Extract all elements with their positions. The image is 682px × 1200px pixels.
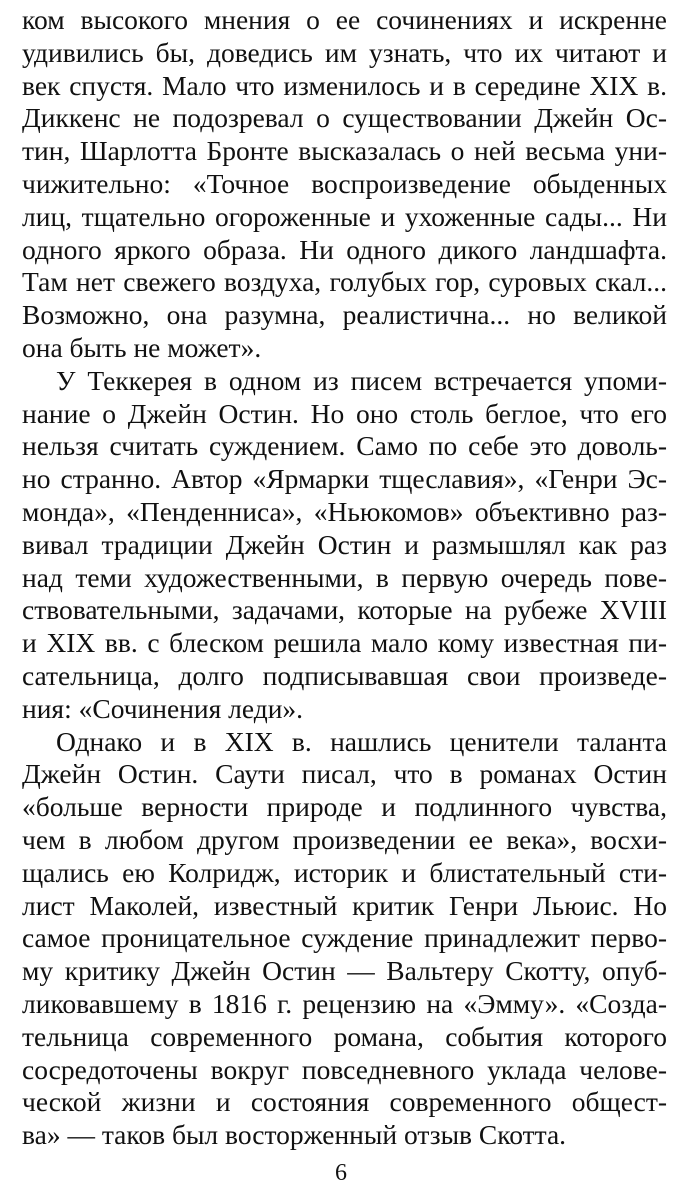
- text-line: Однако и в XIX в. нашлись ценители таланта: [56, 725, 667, 757]
- text-line: одного яркого образа. Ни одного дикого ландшафта.: [22, 233, 667, 265]
- page-number: 6: [335, 1160, 347, 1186]
- text-line: она быть не может».: [22, 331, 262, 363]
- text-line: му критику Джейн Остин — Вальтеру Скотту, опуб-: [22, 955, 667, 987]
- text-line: лиц, тщательно огороженные и ухоженные сады... Ни: [22, 200, 667, 232]
- text-line: ческой жизни и состояния современного общест-: [22, 1086, 667, 1118]
- text-line: щались ею Колридж, историк и блистательный сти-: [22, 856, 667, 888]
- text-line: вивал традиции Джейн Остин и размышлял как раз: [22, 528, 667, 560]
- text-line: Диккенс не подозревал о существовании Джейн Ос-: [22, 102, 667, 134]
- text-line: удивились бы, доведись им узнать, что их читают и: [22, 36, 667, 68]
- text-line: сосредоточены вокруг повседневного уклада челове-: [22, 1053, 667, 1085]
- text-line: чижительно: «Точное воспроизведение обыденных: [22, 167, 667, 199]
- text-line: над теми художественными, в первую очередь пове-: [22, 561, 667, 593]
- text-line: ва» — таков был восторженный отзыв Скотта.: [22, 1119, 567, 1151]
- paragraph-2: [22, 365, 667, 726]
- body-text: [22, 4, 667, 1152]
- text-line: Джейн Остин. Саути писал, что в романах Остин: [22, 758, 667, 790]
- text-line: «больше верности природе и подлинного чувства,: [22, 791, 667, 823]
- text-line: век спустя. Мало что изменилось и в середине XIX в.: [22, 69, 667, 101]
- text-line: Там нет свежего воздуха, голубых гор, суровых скал...: [22, 266, 667, 298]
- text-line: сательница, долго подписывавшая свои произведе-: [22, 659, 667, 691]
- text-line: нание о Джейн Остин. Но оно столь беглое, что его: [22, 397, 667, 429]
- text-line: У Теккерея в одном из писем встречается упоми-: [56, 364, 667, 396]
- text-line: ния: «Сочинения леди».: [22, 692, 304, 724]
- text-line: но странно. Автор «Ярмарки тщеславия», «Генри Эс-: [22, 463, 667, 495]
- text-line: тельница современного романа, события которого: [22, 1020, 667, 1052]
- text-line: ствовательными, задачами, которые на рубеже XVIII: [22, 594, 667, 626]
- text-line: ком высокого мнения о ее сочинениях и искренне: [22, 4, 667, 35]
- paragraph-1: [22, 4, 667, 365]
- text-line: лист Маколей, известный критик Генри Льюис. Но: [22, 889, 667, 921]
- paragraph-3: [22, 726, 667, 1152]
- text-line: ликовавшему в 1816 г. рецензию на «Эмму». «Созда-: [22, 987, 667, 1019]
- text-line: нельзя считать суждением. Само по себе это доволь-: [22, 430, 667, 462]
- text-line: самое проницательное суждение принадлежит перво-: [22, 922, 667, 954]
- text-line: монда», «Пенденниса», «Ньюкомов» объективно раз-: [22, 495, 667, 527]
- text-line: Возможно, она разумна, реалистична... но великой: [22, 299, 667, 331]
- text-line: и XIX вв. с блеском решила мало кому известная пи-: [22, 627, 667, 659]
- text-line: тин, Шарлотта Бронте высказалась о ней весьма уни-: [22, 135, 667, 167]
- text-line: чем в любом другом произведении ее века», восхи-: [22, 823, 667, 855]
